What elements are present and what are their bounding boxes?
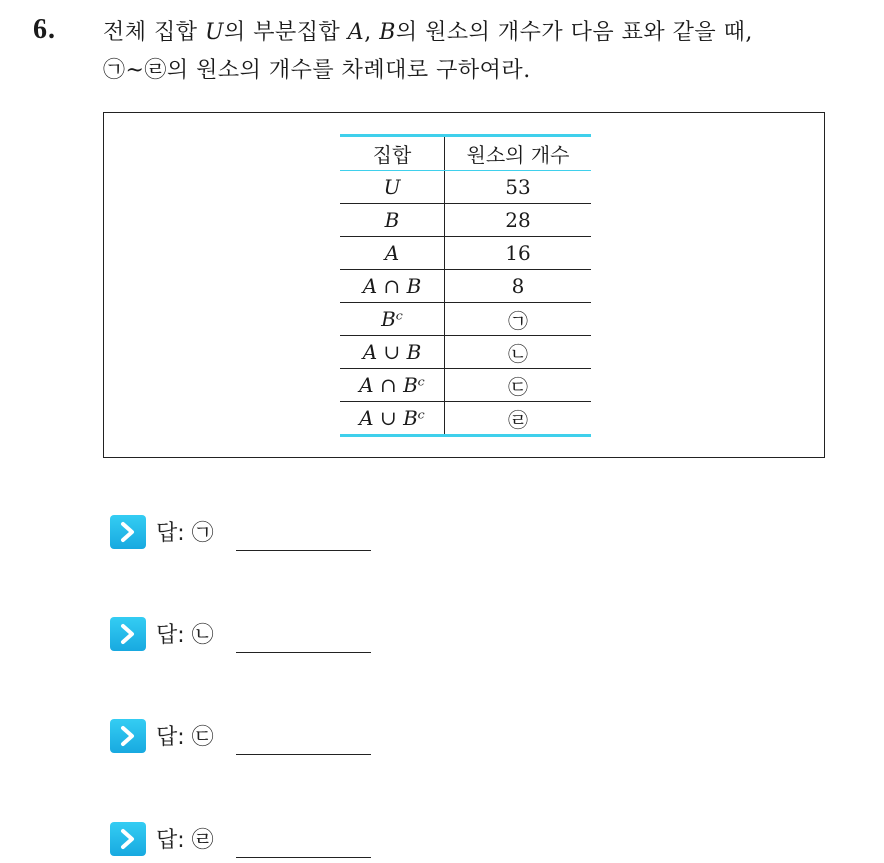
set-cell: B — [340, 204, 445, 237]
set-cell: A ∪ Bᶜ — [340, 402, 445, 436]
table-row — [340, 369, 591, 402]
chevron-right-icon — [110, 617, 146, 651]
table-row — [340, 204, 591, 237]
table-row — [340, 336, 591, 369]
variable-b: B — [379, 20, 396, 45]
answer-label: 답: ㉡ — [156, 623, 214, 648]
header-set: 집합 — [340, 136, 445, 171]
count-cell: ㉢ — [445, 369, 592, 402]
question-text-part: 의 부분집합 — [224, 20, 348, 45]
answer-label: 답: ㉢ — [156, 725, 214, 750]
table-frame — [103, 112, 825, 458]
count-cell: 53 — [445, 171, 592, 204]
count-cell: 28 — [445, 204, 592, 237]
variable-a: A — [347, 20, 365, 45]
chevron-right-icon — [110, 719, 146, 753]
count-cell: ㉠ — [445, 303, 592, 336]
count-cell: 8 — [445, 270, 592, 303]
table-row — [340, 237, 591, 270]
question-text-part: 의 원소의 개수가 다음 표와 같을 때, — [395, 20, 753, 45]
answer-row-2 — [110, 617, 410, 657]
set-cell: A ∩ B — [340, 270, 445, 303]
answer-row-1 — [110, 515, 410, 555]
set-count-table — [340, 134, 591, 437]
set-cell: U — [340, 171, 445, 204]
count-cell: ㉣ — [445, 402, 592, 436]
count-cell: ㉡ — [445, 336, 592, 369]
set-cell: Bᶜ — [340, 303, 445, 336]
answer-row-3 — [110, 719, 410, 759]
table-row — [340, 402, 591, 436]
question-line-1 — [103, 14, 873, 52]
chevron-right-icon — [110, 515, 146, 549]
answer-label: 답: ㉣ — [156, 828, 214, 853]
set-cell: A ∪ B — [340, 336, 445, 369]
answer-blank[interactable] — [236, 550, 371, 551]
table-row — [340, 303, 591, 336]
question-text-part: 전체 집합 — [103, 20, 205, 45]
question-text-part: , — [364, 20, 380, 45]
table-row — [340, 171, 591, 204]
variable-u: U — [205, 20, 225, 45]
chevron-right-icon — [110, 822, 146, 856]
answer-label: 답: ㉠ — [156, 521, 214, 546]
header-count: 원소의 개수 — [445, 136, 592, 171]
set-cell: A ∩ Bᶜ — [340, 369, 445, 402]
answer-row-4 — [110, 822, 410, 862]
answer-blank[interactable] — [236, 857, 371, 858]
table-row — [340, 270, 591, 303]
table-header-row — [340, 136, 591, 171]
question-line-2: ㉠~㉣의 원소의 개수를 차례대로 구하여라. — [103, 58, 531, 83]
set-cell: A — [340, 237, 445, 270]
question-text — [103, 14, 873, 90]
answer-blank[interactable] — [236, 652, 371, 653]
answer-blank[interactable] — [236, 754, 371, 755]
count-cell: 16 — [445, 237, 592, 270]
question-number: 6. — [33, 14, 56, 45]
